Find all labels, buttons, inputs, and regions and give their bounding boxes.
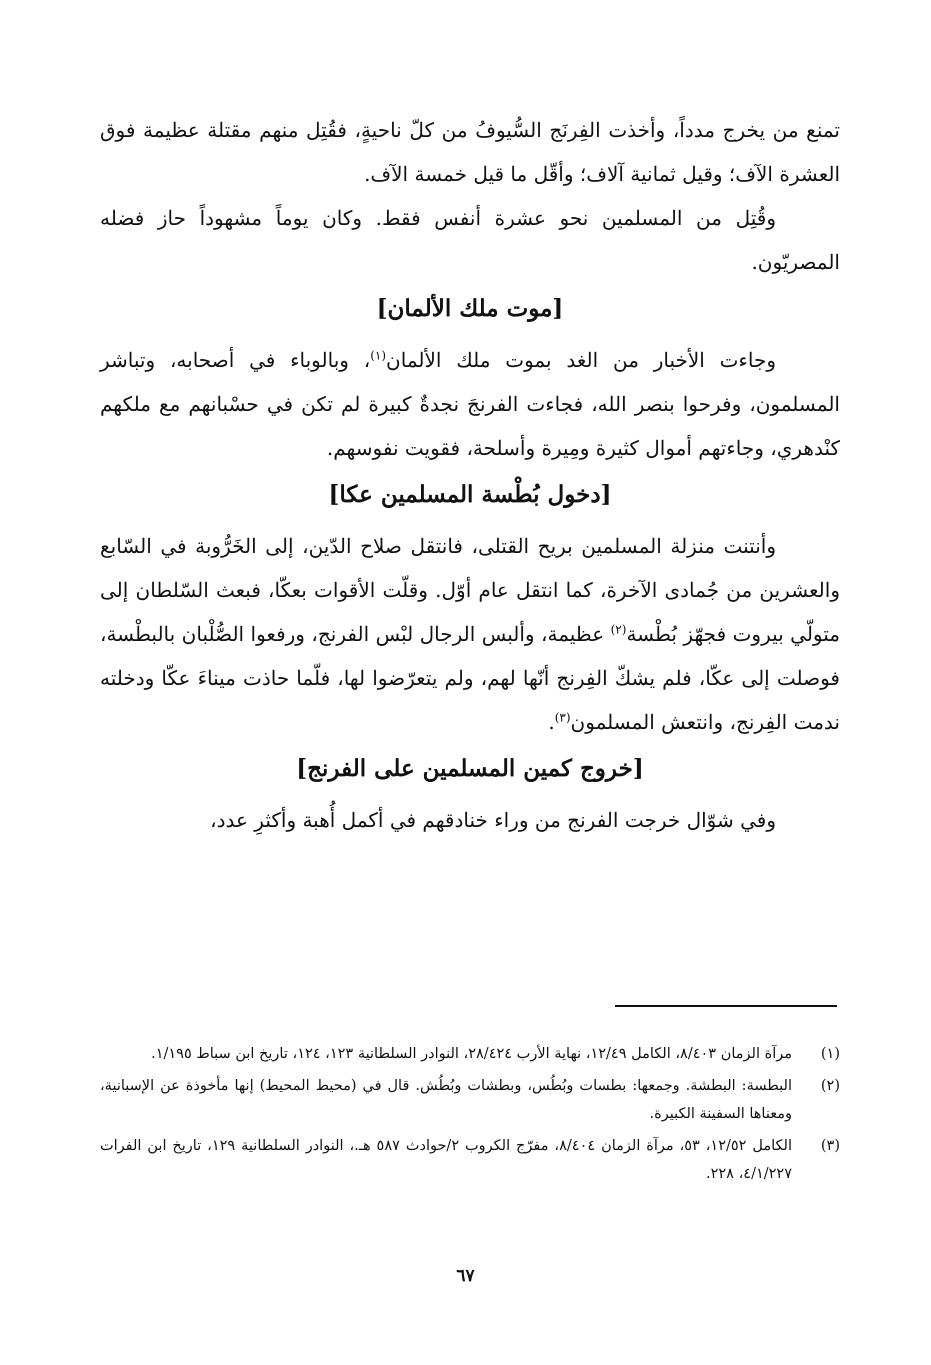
heading-death-of-german-king: [موت ملك الألمان] (376, 295, 564, 322)
paragraph-2: وقُتِل من المسلمين نحو عشرة أنفس فقط. وكان يوماً مشهوداً حاز فضله المصريّون. (100, 206, 840, 274)
heading-ambush: [خروج كمين المسلمين على الفرنج] (296, 755, 644, 782)
footnote-1 (100, 1040, 840, 1068)
footnote-3 (100, 1132, 840, 1188)
heading-ship-entry-acre: [دخول بُطْسة المسلمين عكا] (328, 481, 612, 508)
paragraph-3-text-end: ، وبالوباء في أصحابه، وتباشر المسلمون، وفرحوا بنصر الله، فجاءت الفرنجَ نجدةٌ كبيرة لم تكن في حسْبانهم مع ملكهم كنْدهري، وجاءتهم أموال كثيرة ومِيرة وأسلحة، فقويت نفوسهم. (100, 348, 840, 460)
footnote-number: (٢) (820, 1078, 840, 1094)
paragraph-4-text-middle: عظيمة، وألبس الرجال لبْس الفرنج، ورفعوا الصُّلْبان بالبطْسة، فوصلت إلى عكّا، فلم يشكّ الفِرنج أنّها لهم، ولم يتعرّضوا لها، فلّما حاذت ميناءَ عكّا ودخلته ندمت الفِرنج، وانتعش المسلمون (100, 622, 840, 734)
footnotes (100, 1040, 840, 1192)
paragraph-4-text-end: . (548, 710, 555, 734)
paragraph-3-text-start: وجاءت الأخبار من الغد بموت ملك الألمان (386, 348, 777, 372)
page-number: ٦٧ (456, 1266, 475, 1286)
footnote-ref-2: (٢) (610, 622, 627, 637)
paragraph-5: وفي شوّال خرجت الفرنج من وراء خنادقهم في أكمل أُهبة وأكثرِ عدد، (210, 808, 776, 832)
paragraph-3 (100, 338, 840, 470)
footnote-2 (100, 1072, 840, 1128)
footnote-divider (615, 1005, 837, 1007)
footnote-text: مرآة الزمان ٨/٤٠٣، الكامل ١٢/٤٩، نهاية الأرب ٢٨/٤٢٤، النوادر السلطانية ١٢٣، ١٢٤، تاريخ ابن سباط ١/١٩٥. (151, 1046, 792, 1062)
footnote-text: الكامل ١٢/٥٢، ٥٣، مرآة الزمان ٨/٤٠٤، مفرّج الكروب ٢/حوادث ٥٨٧ هـ.، النوادر السلطانية ١٢٩، تاريخ ابن الفرات ٤/١/٢٢٧، ٢٢٨. (100, 1138, 793, 1182)
paragraph-4 (100, 524, 840, 744)
footnote-number: (٣) (820, 1138, 840, 1154)
main-text (100, 108, 840, 842)
paragraph-4-text-start: وأنتنت منزلة المسلمين بريح القتلى، فانتقل صلاح الدّين، إلى الخَرُّوبة في السّابع والعشرين من جُمادى الآخرة، كما انتقل عام أوّل. وقلّت الأقوات بعكّا، فبعث السّلطان إلى متولّي بيروت فجهّز بُطْسة (100, 534, 840, 646)
paragraph-1: تمنع من يخرج مدداً، وأخذت الفِرنَج السُّيوفُ من كلّ ناحيةٍ، فقُتِل منهم مقتلة عظيمة فوق العشرة الآف؛ وقيل ثمانية آلاف؛ وأقّل ما قيل خمسة الآف. (100, 118, 840, 186)
footnote-ref-1: (١) (370, 348, 387, 363)
footnote-text: البطسة: البطشة. وجمعها: بطسات وبُطُس، وبطشات وبُطُش. قال في (محيط المحيط) إنها مأخوذة عن الإسبانية، ومعناها السفينة الكبيرة. (100, 1078, 792, 1122)
footnote-number: (١) (820, 1046, 840, 1062)
footnote-ref-3: (٣) (554, 710, 571, 725)
